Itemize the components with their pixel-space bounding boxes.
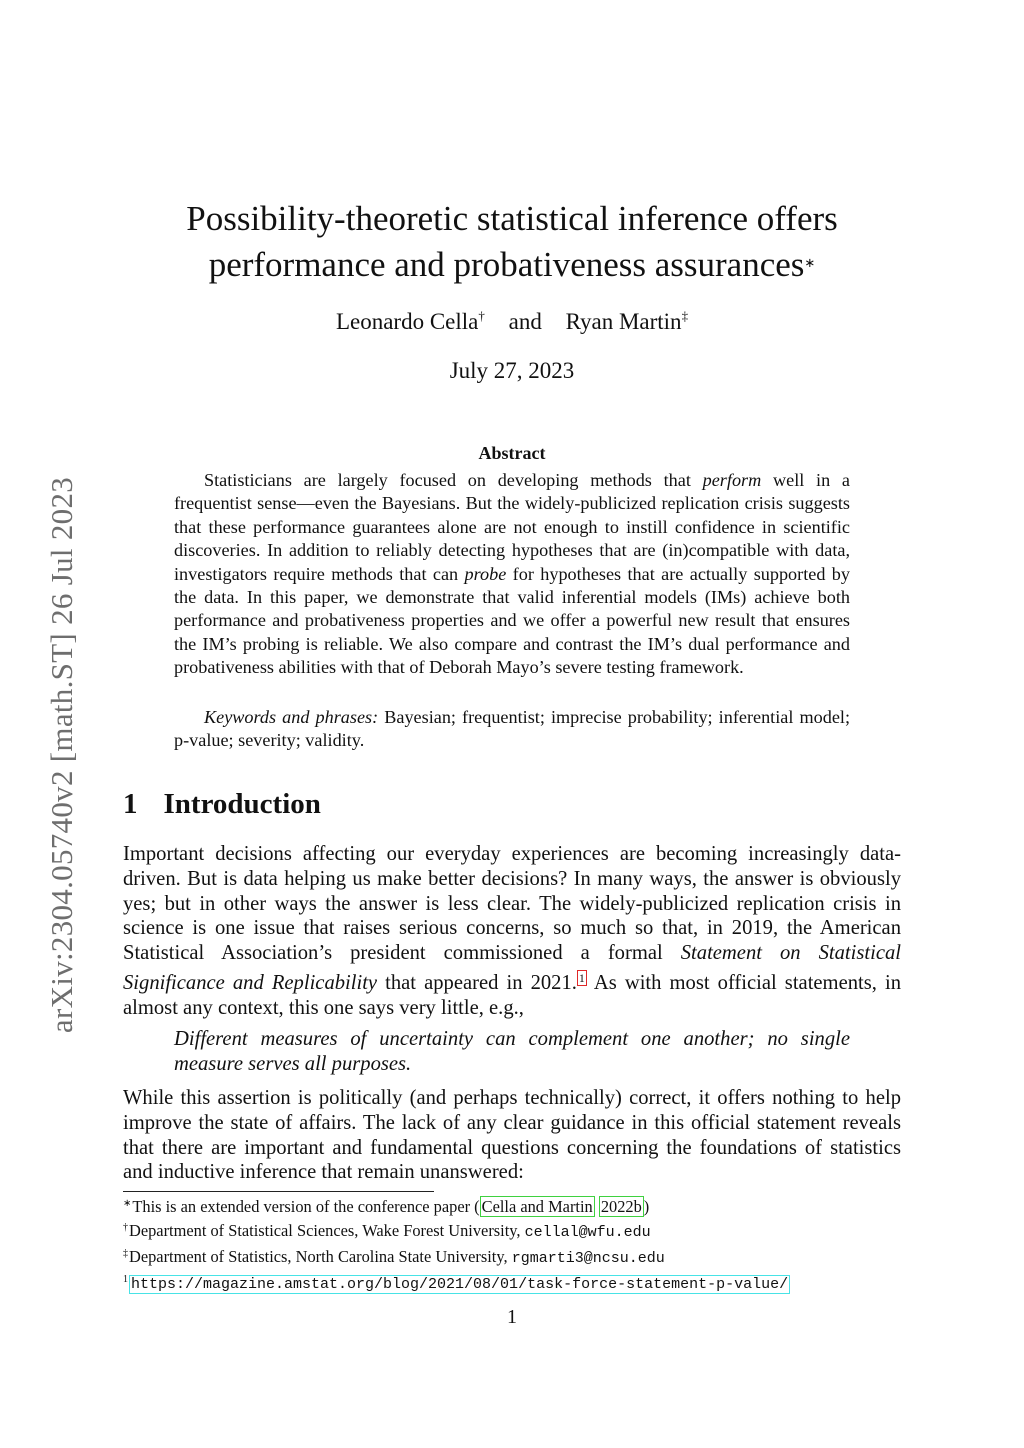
footnote-1-url-link[interactable]: https://magazine.amstat.org/blog/2021/08/01/task-force-statement-p-value/ <box>131 1276 789 1293</box>
footnote-dagger <box>123 1217 901 1243</box>
title-footnote-marker: ∗ <box>804 255 816 270</box>
author-conjunction: and <box>508 309 542 334</box>
footnote-divider <box>123 1191 434 1192</box>
footnote-ddagger-mark: ‡ <box>123 1248 128 1259</box>
block-quote: Different measures of uncertainty can complement one another; no single measure serves all purposes. <box>174 1028 850 1075</box>
intro-statement-title: Statement on Statistical Significance and Replicability <box>123 942 901 994</box>
section-number: 1 <box>123 788 138 820</box>
footnote-dagger-mark: † <box>123 1222 128 1233</box>
abstract-text-2: well in a frequentist sense—even the Bayesians. But the widely-publicized replication crisis suggests that these performance guarantees alone are not enough to instill confidence in scientific discoveries. In addition to reliably detecting hypotheses that are (in)compatible with data, investigators require methods that can <box>174 470 850 584</box>
abstract-body <box>174 469 850 680</box>
keywords-label: Keywords and phrases: <box>204 707 379 727</box>
footnotes <box>123 1193 901 1295</box>
footnote-1 <box>123 1269 901 1295</box>
arxiv-identifier-stamp: arXiv:2304.05740v2 [math.ST] 26 Jul 2023 <box>44 476 79 1034</box>
second-paragraph-text: While this assertion is politically (and perhaps technically) correct, it offers nothing to help improve the state of affairs. The lack of any clear guidance in this official statement reveals that there are important and fundamental questions concerning the foundations of statistics and inductive inference that remain unanswered: <box>123 1087 901 1184</box>
abstract-heading: Abstract <box>478 443 546 463</box>
intro-text-3: As with most official statements, in almost any context, this one says very little, e.g., <box>123 971 901 1019</box>
keywords-paragraph <box>174 706 850 753</box>
abstract-emph-probe: probe <box>464 563 507 584</box>
footnote-star <box>123 1193 901 1217</box>
intro-text-2: that appeared in 2021. <box>377 971 577 994</box>
author-list <box>0 308 1024 335</box>
footnote-star-close: ) <box>643 1197 650 1216</box>
footnote-dagger-text: Department of Statistical Sciences, Wake Forest University, <box>129 1221 525 1240</box>
citation-year-link[interactable]: 2022b <box>600 1197 642 1216</box>
author-2-mark: ‡ <box>681 308 689 323</box>
paper-date: July 27, 2023 <box>449 358 575 383</box>
page-number: 1 <box>507 1306 517 1328</box>
author-2-name: Ryan Martin <box>565 309 682 334</box>
author-1-mark: † <box>478 308 485 323</box>
title-line-2-text: performance and probativeness assurances <box>208 245 805 284</box>
title-line-2 <box>140 241 884 287</box>
author-2-email: rgmarti3@ncsu.edu <box>511 1250 665 1267</box>
author-1-name: Leonardo Cella <box>335 309 479 334</box>
footnote-ddagger <box>123 1243 901 1269</box>
paper-title <box>140 197 884 287</box>
footnote-1-reference-link[interactable]: 1 <box>578 970 585 985</box>
keywords-text: Bayesian; frequentist; imprecise probability; inferential model; p-value; severity; validity. <box>174 707 851 751</box>
footnote-ddagger-text: Department of Statistics, North Carolina State University, <box>129 1247 512 1266</box>
citation-authors-link[interactable]: Cella and Martin <box>481 1197 593 1216</box>
abstract-paragraph <box>174 469 850 680</box>
section-title: Introduction <box>163 788 321 820</box>
abstract-emph-perform: perform <box>702 470 762 490</box>
section-heading <box>123 788 321 821</box>
intro-paragraph-text <box>123 842 901 1021</box>
footnote-1-mark: 1 <box>123 1274 128 1285</box>
author-1-email: cellal@wfu.edu <box>524 1224 651 1241</box>
title-line-1: Possibility-theoretic statistical inference offers <box>186 199 838 238</box>
abstract-text-1: Statisticians are largely focused on developing methods that <box>204 470 703 490</box>
footnote-star-mark: ∗ <box>123 1198 132 1209</box>
intro-text-1: Important decisions affecting our everyday experiences are becoming increasingly data-driven. But is data helping us make better decisions? In many ways, the answer is obviously yes; but in other ways the answer is less clear. The widely-publicized replication crisis in science is one issue that raises serious concerns, so much so that, in 2019, the American Statistical Association’s president commissioned a formal <box>123 843 901 965</box>
intro-paragraph <box>123 842 901 1021</box>
footnote-star-text: This is an extended version of the conference paper ( <box>132 1197 480 1216</box>
abstract-text-3: for hypotheses that are actually supported by the data. In this paper, we demonstrate that valid inferential models (IMs) achieve both performance and probativeness properties and we offer a powerful new result that ensures the IM’s probing is reliable. We also compare and contrast the IM’s dual performance and probativeness abilities with that of Deborah Mayo’s severe testing framework. <box>174 563 850 678</box>
second-paragraph <box>123 1086 901 1185</box>
